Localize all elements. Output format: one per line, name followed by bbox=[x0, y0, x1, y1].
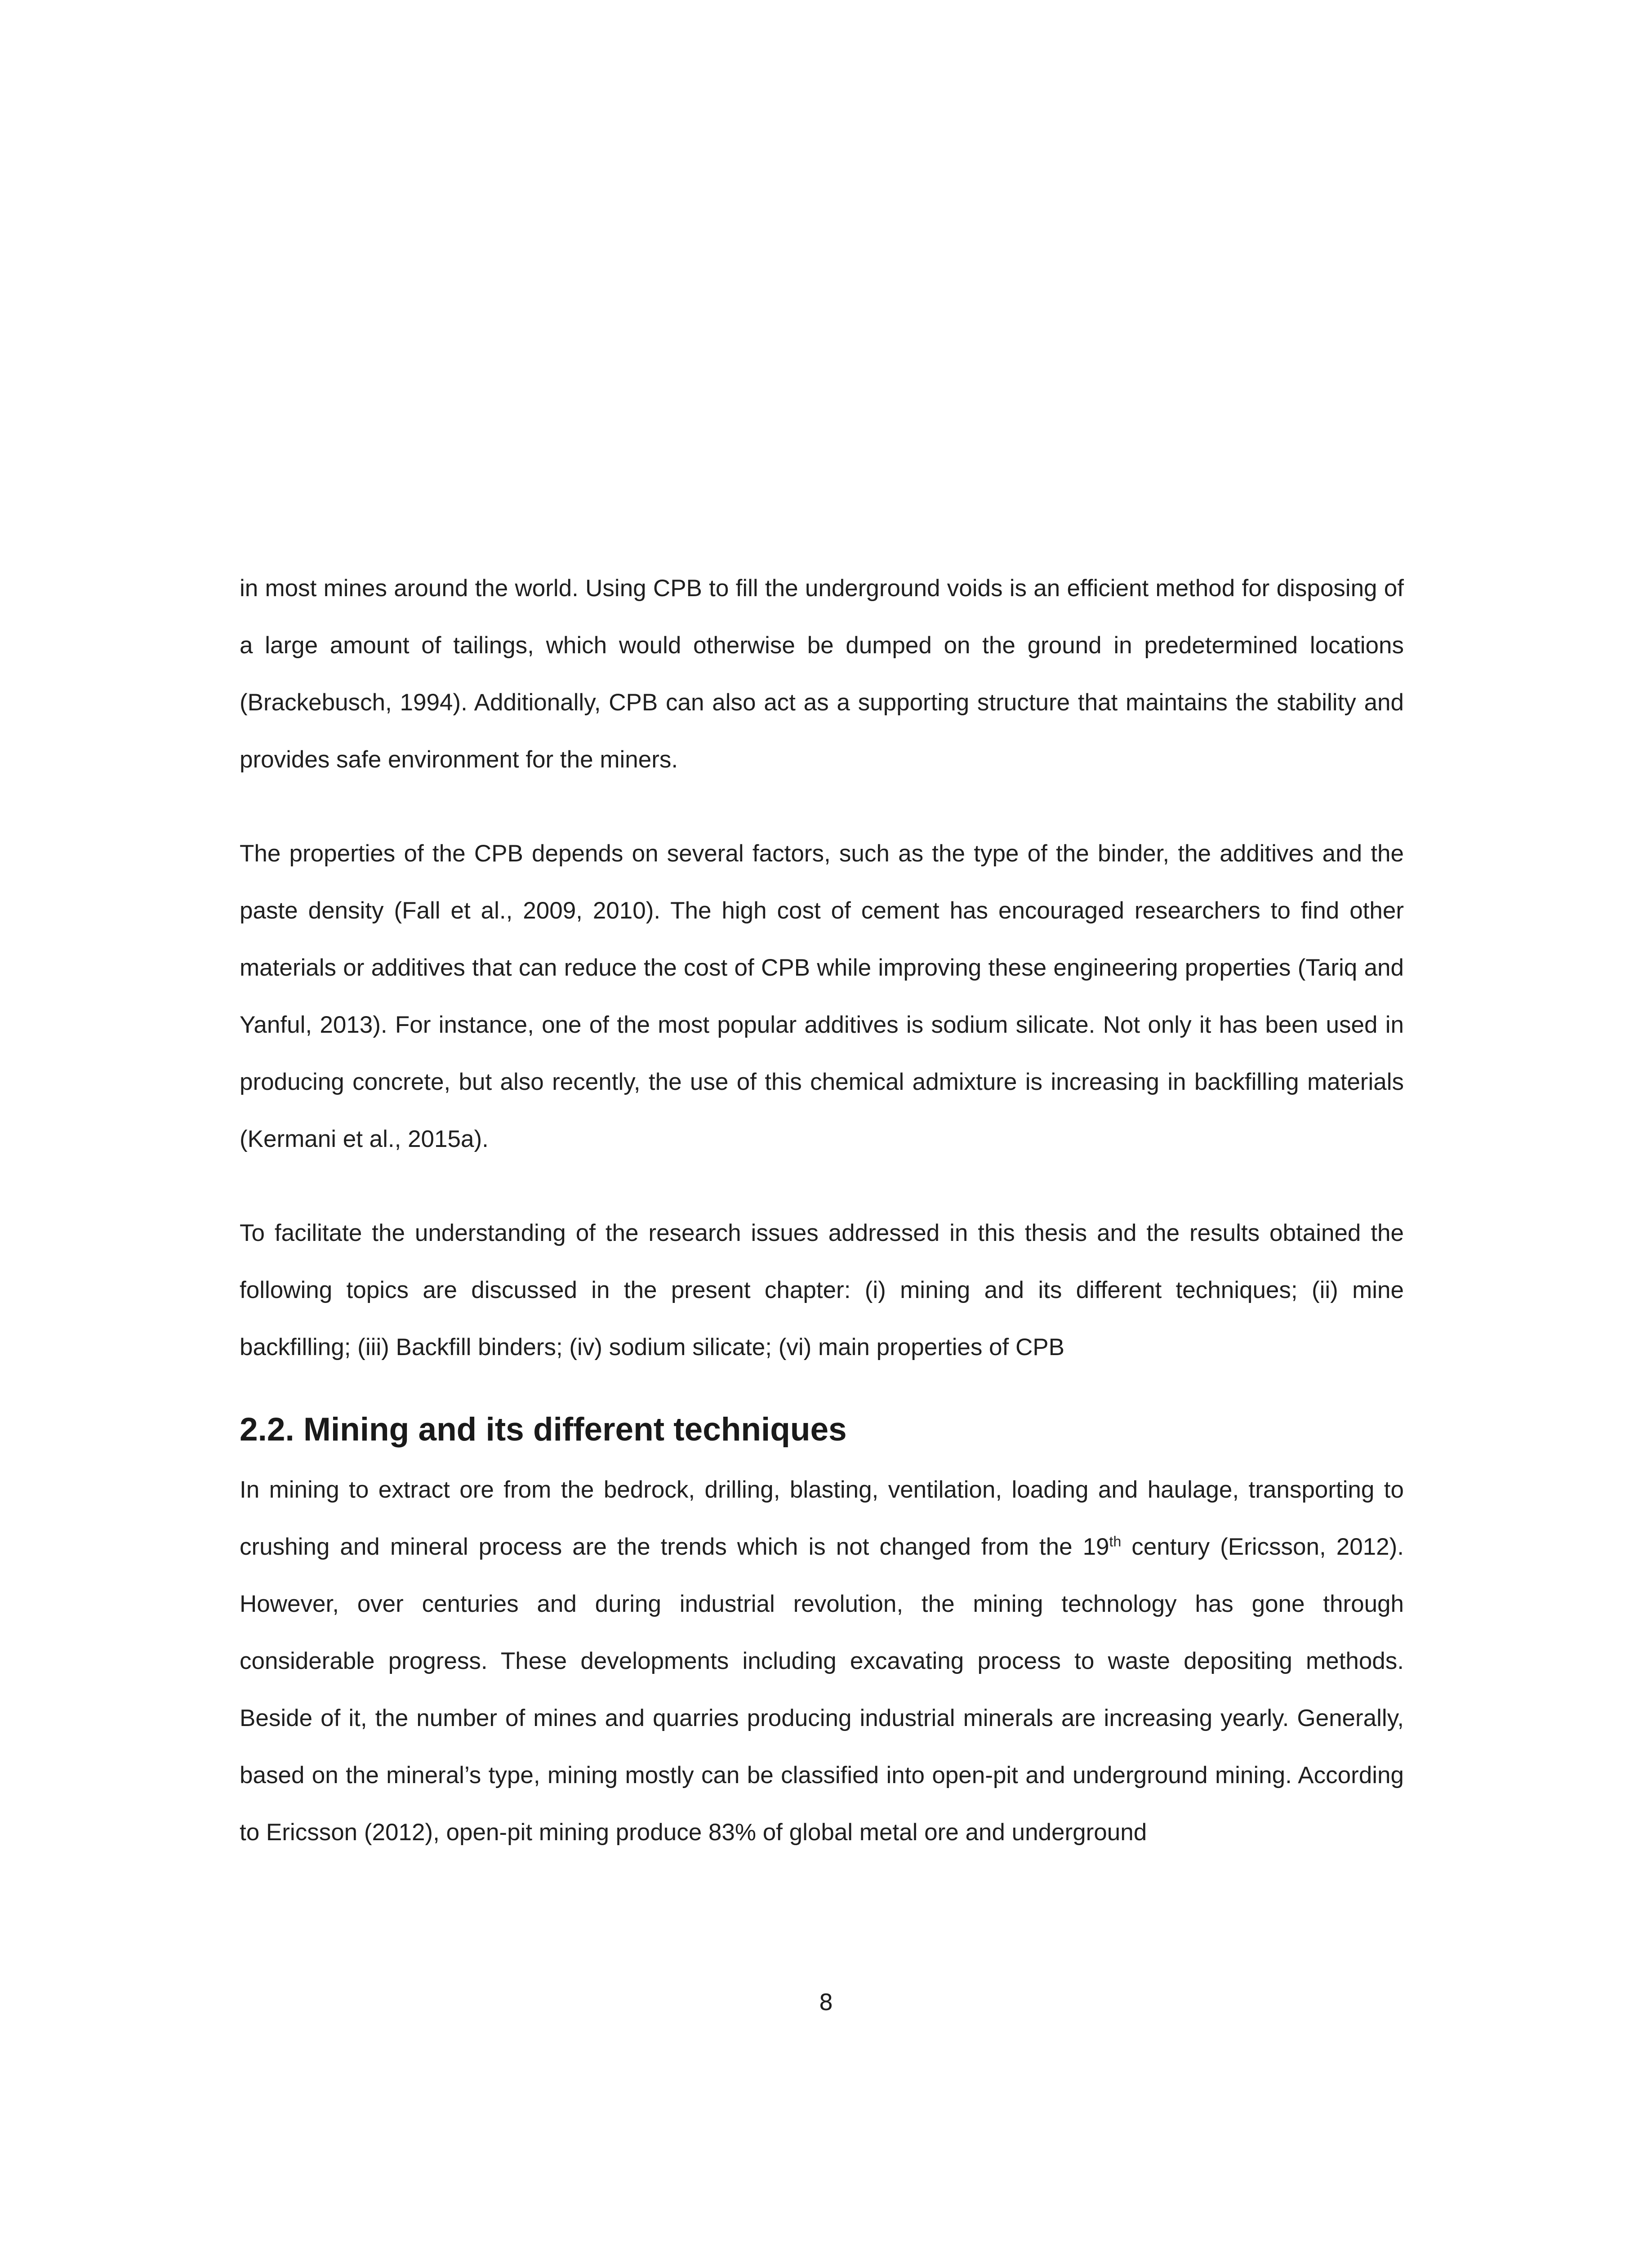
superscript-ordinal: th bbox=[1109, 1533, 1122, 1550]
paragraph-text-start: In mining to extract ore from the bedrock, drilling, blasting, ventilation, loading and haulage, transporting to crushing and mineral process are the trends which is not changed from the 19 bbox=[240, 1476, 1404, 1560]
section-heading: 2.2. Mining and its different techniques bbox=[240, 1411, 847, 1448]
paragraph-mining-techniques bbox=[240, 1461, 1404, 1861]
paragraph-chapter-topics: To facilitate the understanding of the research issues addressed in this thesis and the results obtained the following topics are discussed in the present chapter: (i) mining and its different techniques; (ii) mine backfilling; (iii) Backfill binders; (iv) sodium silicate; (vi) main properties of CPB bbox=[240, 1220, 1404, 1360]
paragraph-cpb-disposal: in most mines around the world. Using CPB to fill the underground voids is an efficient method for disposing of a large amount of tailings, which would otherwise be dumped on the ground in predetermined locations (Brackebusch, 1994). Additionally, CPB can also act as a supporting structure that maintains the stability and provides safe environment for the miners. bbox=[240, 575, 1404, 773]
page-number: 8 bbox=[819, 1989, 833, 2016]
body-text bbox=[240, 560, 1404, 1376]
paragraph-text-end: century (Ericsson, 2012). However, over centuries and during industrial revolution, the mining technology has gone through considerable progress. These developments including excavating process to waste depositing methods. Beside of it, the number of mines and quarries producing industrial minerals are increasing yearly. Generally, based on the mineral’s type, mining mostly can be classified into open-pit and underground mining. According to Ericsson (2012), open-pit mining produce 83% of global metal ore and underground bbox=[240, 1534, 1404, 1846]
section-body bbox=[240, 1461, 1404, 1861]
paragraph-cpb-properties: The properties of the CPB depends on several factors, such as the type of the binder, the additives and the paste density (Fall et al., 2009, 2010). The high cost of cement has encouraged researchers to find other materials or additives that can reduce the cost of CPB while improving these engineering properties (Tariq and Yanful, 2013). For instance, one of the most popular additives is sodium silicate. Not only it has been used in producing concrete, but also recently, the use of this chemical admixture is increasing in backfilling materials (Kermani et al., 2015a). bbox=[240, 840, 1404, 1152]
